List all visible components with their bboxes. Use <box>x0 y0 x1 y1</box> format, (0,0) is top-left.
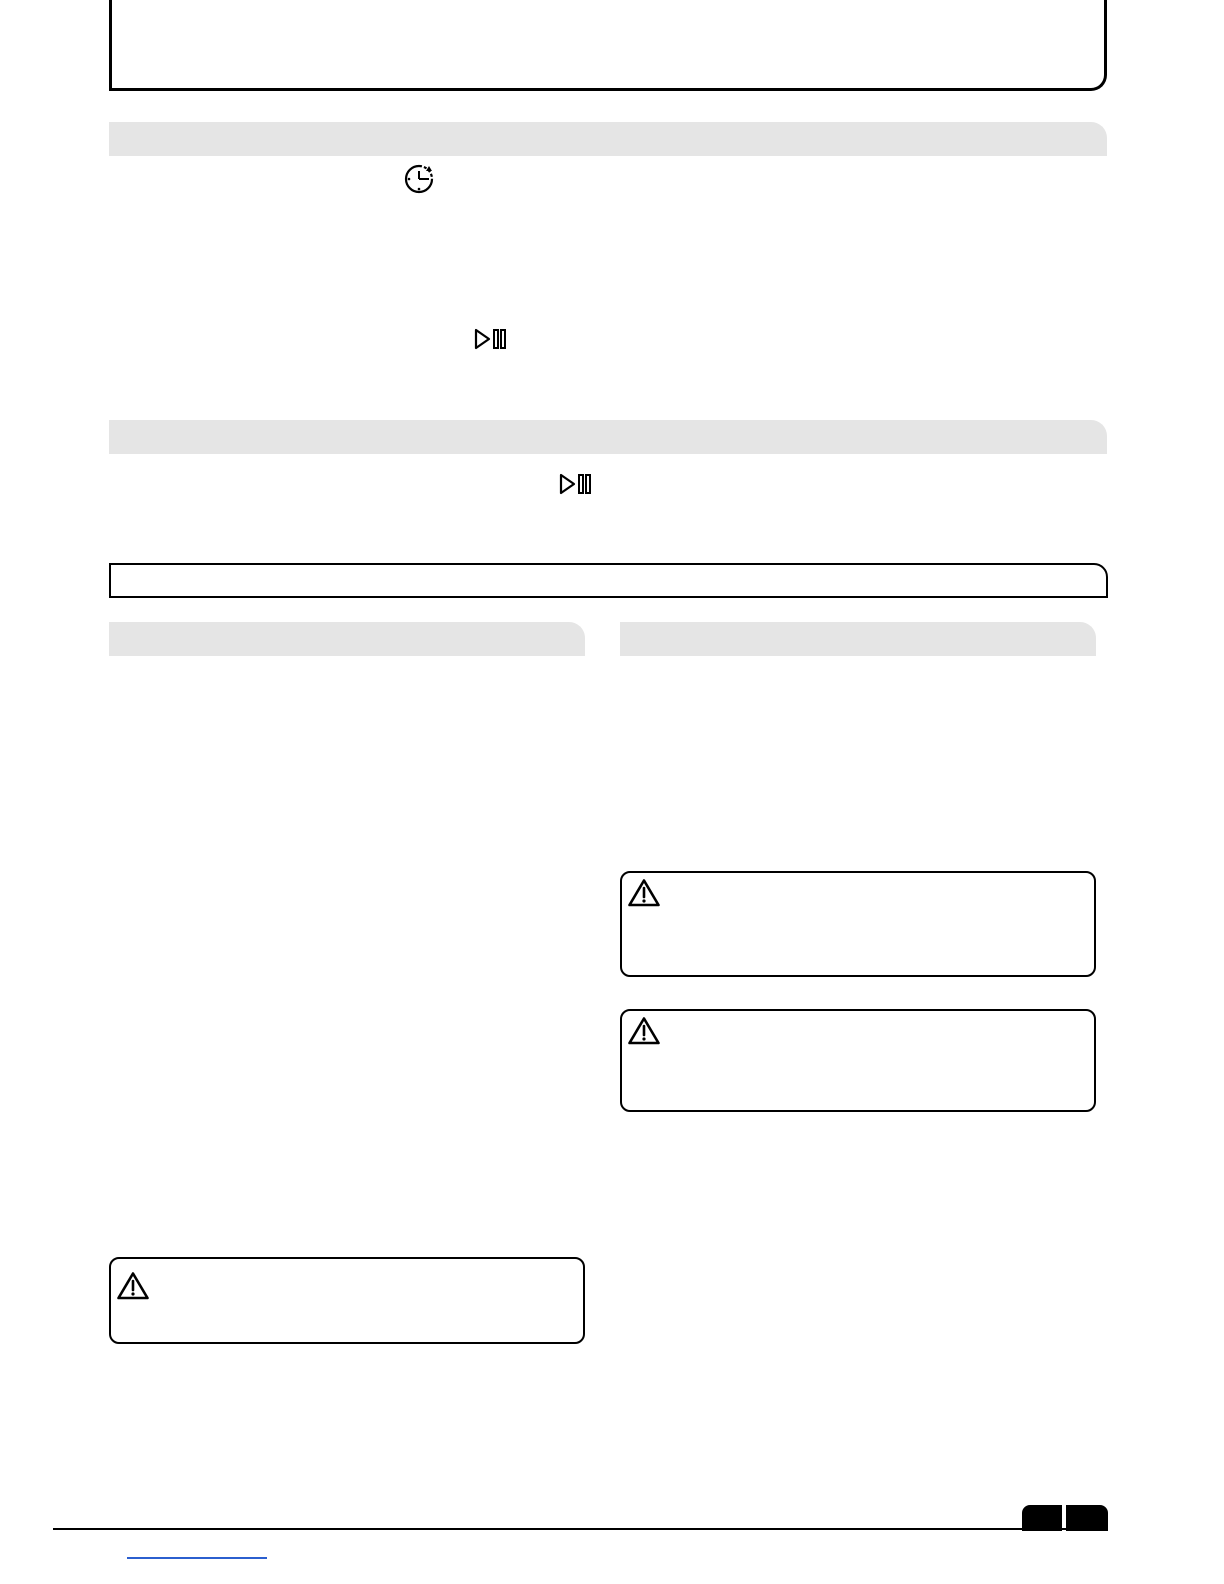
play-pause-icon <box>559 473 595 495</box>
warning-triangle-icon <box>627 878 661 908</box>
timer-delay-icon <box>403 163 435 195</box>
warning-box <box>620 871 1096 977</box>
chapter-header <box>109 563 1108 598</box>
play-pause-icon <box>474 328 510 350</box>
section-header-1 <box>109 122 1107 156</box>
footer-rule <box>53 1528 1108 1530</box>
left-column-header <box>109 622 585 656</box>
page-tab-right <box>1066 1505 1108 1531</box>
warning-box <box>620 1009 1096 1112</box>
page-tab-left <box>1022 1505 1062 1531</box>
right-column-header <box>620 622 1096 656</box>
warning-triangle-icon <box>627 1016 661 1046</box>
warning-triangle-icon <box>116 1271 150 1301</box>
warning-box <box>109 1257 585 1344</box>
footer-link[interactable] <box>127 1557 267 1559</box>
section-header-2 <box>109 420 1107 454</box>
page-title-box <box>109 0 1107 91</box>
